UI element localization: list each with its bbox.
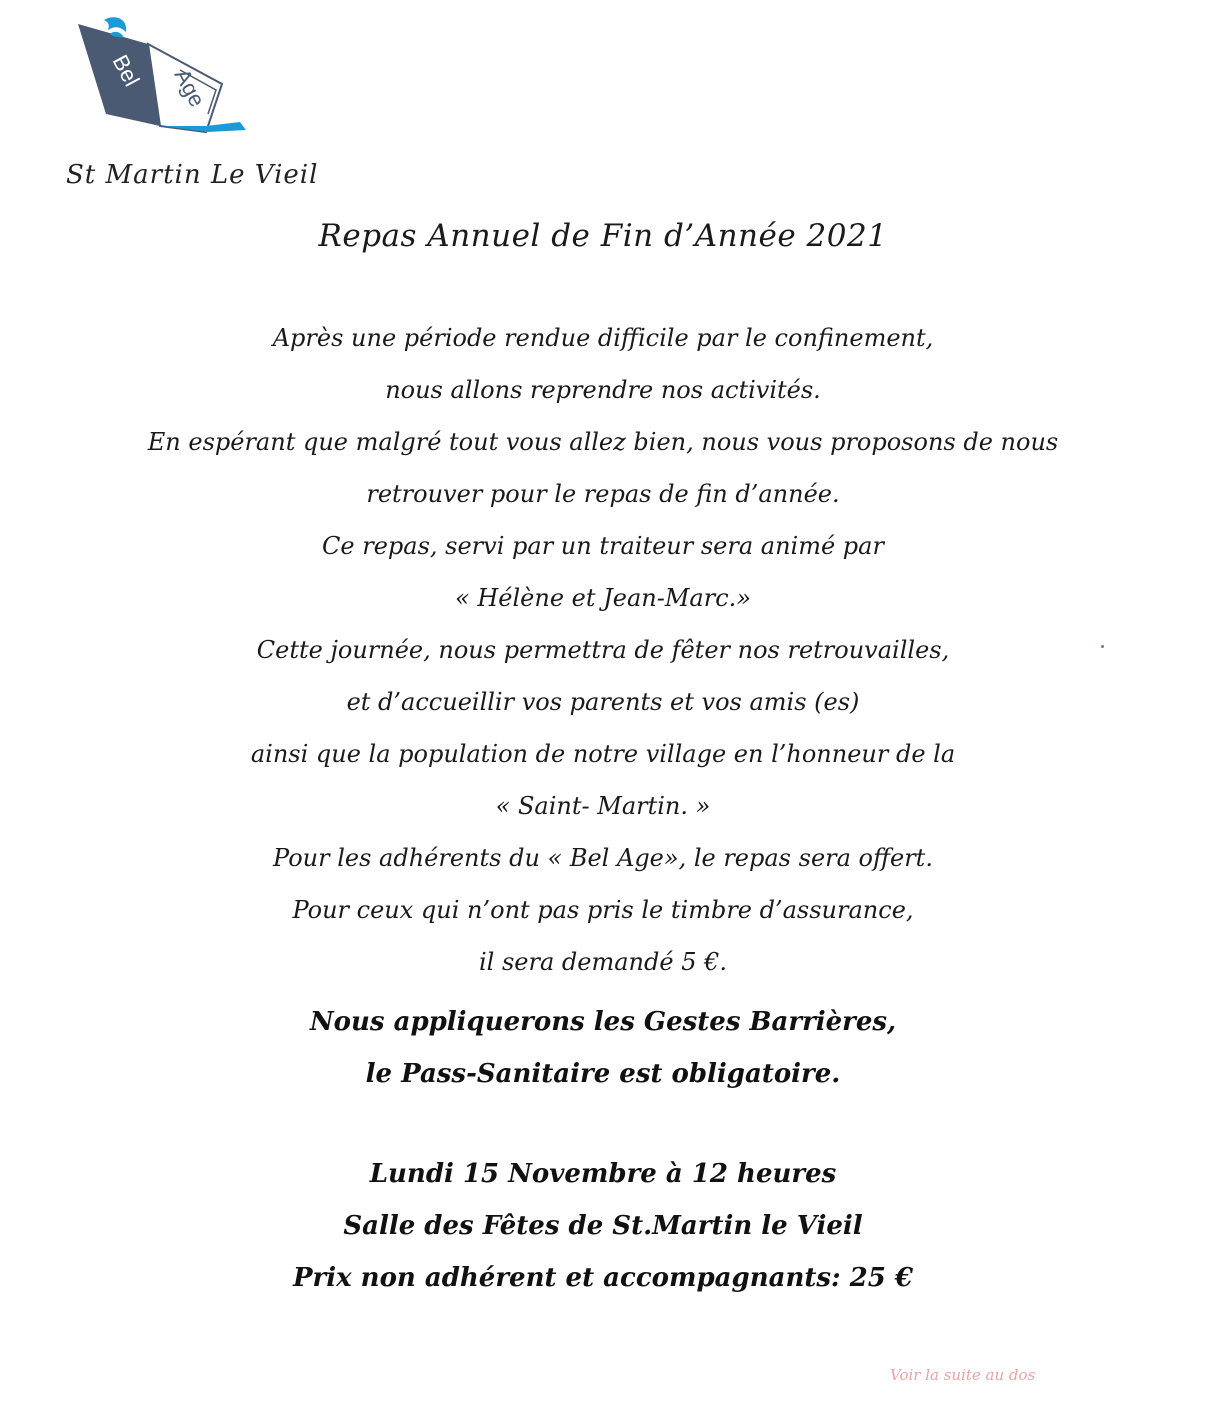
- logo-text-age: Age: [169, 64, 211, 111]
- page-title-text: Repas Annuel de Fin d’Année 2021: [318, 218, 888, 254]
- rules-line: Nous appliquerons les Gestes Barrières,: [309, 1007, 897, 1037]
- logo-text-bel: Bel: [107, 50, 145, 91]
- bel-age-book-logo-icon: [70, 14, 260, 144]
- body-line: En espérant que malgré tout vous allez bien, nous vous proposons de nous: [147, 428, 1059, 456]
- scan-speck: [1101, 645, 1104, 648]
- event-venue: Salle des Fêtes de St.Martin le Vieil: [343, 1211, 863, 1241]
- body-line: retrouver pour le repas de fin d’année.: [366, 480, 840, 508]
- body-line: nous allons reprendre nos activités.: [385, 376, 821, 404]
- organization-name: St Martin Le Vieil: [66, 160, 319, 190]
- bel-age-logo: [70, 14, 260, 144]
- body-line: « Saint- Martin. »: [495, 792, 711, 820]
- body-line: Pour ceux qui n’ont pas pris le timbre d’assurance,: [292, 896, 914, 924]
- body-line: et d’accueillir vos parents et vos amis (es): [346, 688, 860, 716]
- body-line: Ce repas, servi par un traiteur sera animé par: [322, 532, 884, 560]
- body-line: Pour les adhérents du « Bel Age», le repas sera offert.: [273, 844, 933, 872]
- body-line: ainsi que la population de notre village en l’honneur de la: [250, 740, 956, 768]
- body-line: Après une période rendue difficile par le confinement,: [272, 324, 934, 352]
- page-title: [0, 218, 1206, 254]
- footer-note: Voir la suite au dos: [890, 1366, 1036, 1384]
- event-price: Prix non adhérent et accompagnants: 25 €: [292, 1263, 913, 1293]
- body-line: il sera demandé 5 €.: [479, 948, 727, 976]
- body-line: « Hélène et Jean-Marc.»: [455, 584, 751, 612]
- rules-line: le Pass-Sanitaire est obligatoire.: [365, 1059, 841, 1089]
- invitation-body: [0, 312, 1206, 988]
- sanitary-rules: [0, 996, 1206, 1100]
- event-date: Lundi 15 Novembre à 12 heures: [369, 1159, 837, 1189]
- body-line: Cette journée, nous permettra de fêter nos retrouvailles,: [256, 636, 950, 664]
- event-details: [0, 1148, 1206, 1304]
